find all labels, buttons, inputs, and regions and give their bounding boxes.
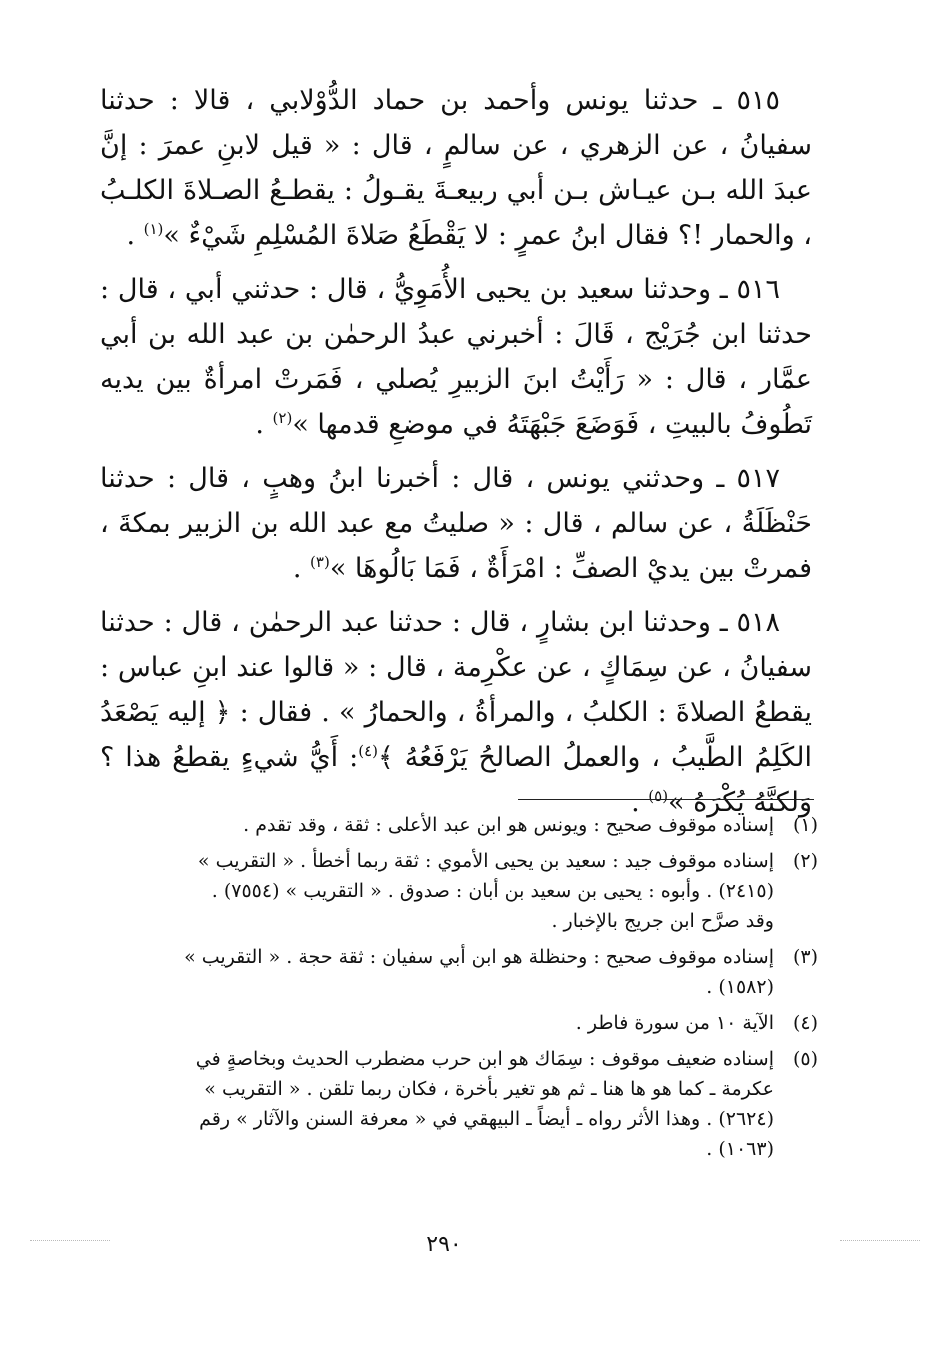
hadith-text-continued: : أَيُّ شيءٍ يقطعُ هذا ؟ وَلكنَّهُ يُكْرَهُ »	[100, 742, 812, 818]
hadith-end: .	[126, 220, 144, 251]
footnote-ref[interactable]: (٤)	[358, 742, 379, 760]
hadith-text: ٥١٨ ـ وحدثنا ابن بشارٍ ، قال : حدثنا عبد الرحمٰن ، قال : حدثنا سفيانُ ، عن سِمَاكٍ ، عن عكْرِمة ، قال : « قالوا عند ابنِ عباس : يقطعُ الصلاةَ : الكلبُ ، والمرأةُ ، والحمارُ » . فقال : ﴿ إليه يَصْعَدُ الكَلِمُ الطَّيبُ ، والعملُ الصالحُ يَرْفَعُهُ ﴾	[100, 607, 813, 773]
footnote-line: الآية ١٠ من سورة فاطر .	[575, 1012, 774, 1034]
hadith-text: ٥١٥ ـ حدثنا يونس وأحمد بن حماد الدُّوْلابي ، قالا : حدثنا سفيانُ ، عن الزهري ، عن سالمٍ ، قال : « قيل لابنِ عمرَ : إنَّ عبدَ الله بـن عيـاش بـن أبي ربيعـةَ يقـولُ : يقطـعُ الصـلاةَ الكلـبُ ، والحمار !؟ فقال ابنُ عمرٍ : لا يَقْطَعُ صَلاةَ المُسْلِمِ شَيْءٌ »	[100, 85, 812, 251]
footnote-ref[interactable]: (٢)	[272, 409, 293, 427]
main-text	[100, 78, 812, 834]
footnote-text	[100, 1008, 774, 1038]
footnote-line: وقد صرَّح ابن جريج بالإخبار .	[551, 910, 774, 932]
footnote-line: إسناده موقوف صحيح : وحنظلة هو ابن أبي سفيان : ثقة حجة . « التقريب »	[184, 946, 774, 968]
footnote-text	[100, 1044, 774, 1164]
footnote-text	[100, 846, 774, 936]
hadith-518	[100, 600, 812, 825]
footnote-line: عكرمة ـ كما هو ها هنا ـ ثم هو تغير بأخرة ، فكان ربما تلقن . « التقريب »	[204, 1078, 774, 1100]
scan-edge-mark-left	[30, 1240, 110, 1241]
footnote-line: (١٥٨٢) .	[706, 976, 774, 998]
footnote-number: (٣)	[792, 946, 818, 968]
footnote-line: إسناده ضعيف موقوف : سِمَاك هو ابن حرب مضطرب الحديث وبخاصةٍ في	[195, 1048, 774, 1070]
footnote-1	[100, 810, 818, 840]
footnote-ref[interactable]: (٣)	[310, 553, 330, 571]
page-number: ٢٩٠	[426, 1232, 462, 1257]
footnote-line: (١٠٦٣) .	[706, 1138, 774, 1160]
hadith-text: ٥١٦ ـ وحدثنا سعيد بن يحيى الأُمَوِيُّ ، قال : حدثني أبي ، قال : حدثنا ابن جُرَيْج ، قَالَ : أخبرني عبدُ الرحمٰن بن عبد الله بن أبي عمَّار ، قال : « رَأَيْتُ ابنَ الزبيرِ يُصلي ، فَمَرتْ امرأةٌ بين يديه تَطُوفُ بالبيتِ ، فَوَضَعَ جَبْهَتَهُ في موضعِ قدمها »	[100, 274, 812, 440]
hadith-end: .	[631, 787, 649, 818]
footnote-ref[interactable]: (١)	[143, 220, 164, 238]
hadith-517	[100, 456, 812, 591]
footnote-2	[100, 846, 818, 936]
scan-edge-mark-right	[840, 1240, 920, 1241]
hadith-end: .	[255, 409, 273, 440]
hadith-text: ٥١٧ ـ وحدثني يونس ، قال : أخبرنا ابنُ وهبٍ ، قال : حدثنا حَنْظَلَةُ ، عن سالم ، قال : « صليتُ مع عبد الله بن الزبير بمكةَ ، فمرتْ بين يديْ الصفِّ : امْرَأَةٌ ، فَمَا بَالُوهَا »	[100, 463, 812, 584]
footnote-3	[100, 942, 818, 1002]
footnote-number: (٢)	[792, 850, 818, 872]
footnote-line: (٢٦٢٤) . وهذا الأثر رواه ـ أيضاً ـ البيهقي في « معرفة السنن والآثار » رقم	[199, 1108, 774, 1130]
footnote-5	[100, 1044, 818, 1164]
hadith-end: .	[292, 553, 311, 584]
hadith-515	[100, 78, 812, 258]
footnote-number: (٤)	[792, 1012, 818, 1034]
footnote-line: (٢٤١٥) . وأبوه : يحيى بن سعيد بن أبان : صدوق . « التقريب » (٧٥٥٤) .	[211, 880, 774, 902]
footnote-divider	[518, 799, 814, 800]
footnote-line: إسناده موقوف جيد : سعيد بن يحيى الأموي : ثقة ربما أخطأ . « التقريب »	[197, 850, 774, 872]
footnote-ref[interactable]: (٥)	[648, 787, 669, 805]
footnote-line: إسناده موقوف صحيح : ويونس هو ابن عبد الأعلى : ثقة ، وقد تقدم .	[243, 814, 774, 836]
footnotes	[100, 810, 818, 1170]
hadith-516	[100, 267, 812, 447]
footnote-text	[100, 942, 774, 1002]
footnote-number: (٥)	[792, 1048, 818, 1070]
footnote-text	[100, 810, 774, 840]
footnote-4	[100, 1008, 818, 1038]
footnote-number: (١)	[792, 814, 818, 836]
